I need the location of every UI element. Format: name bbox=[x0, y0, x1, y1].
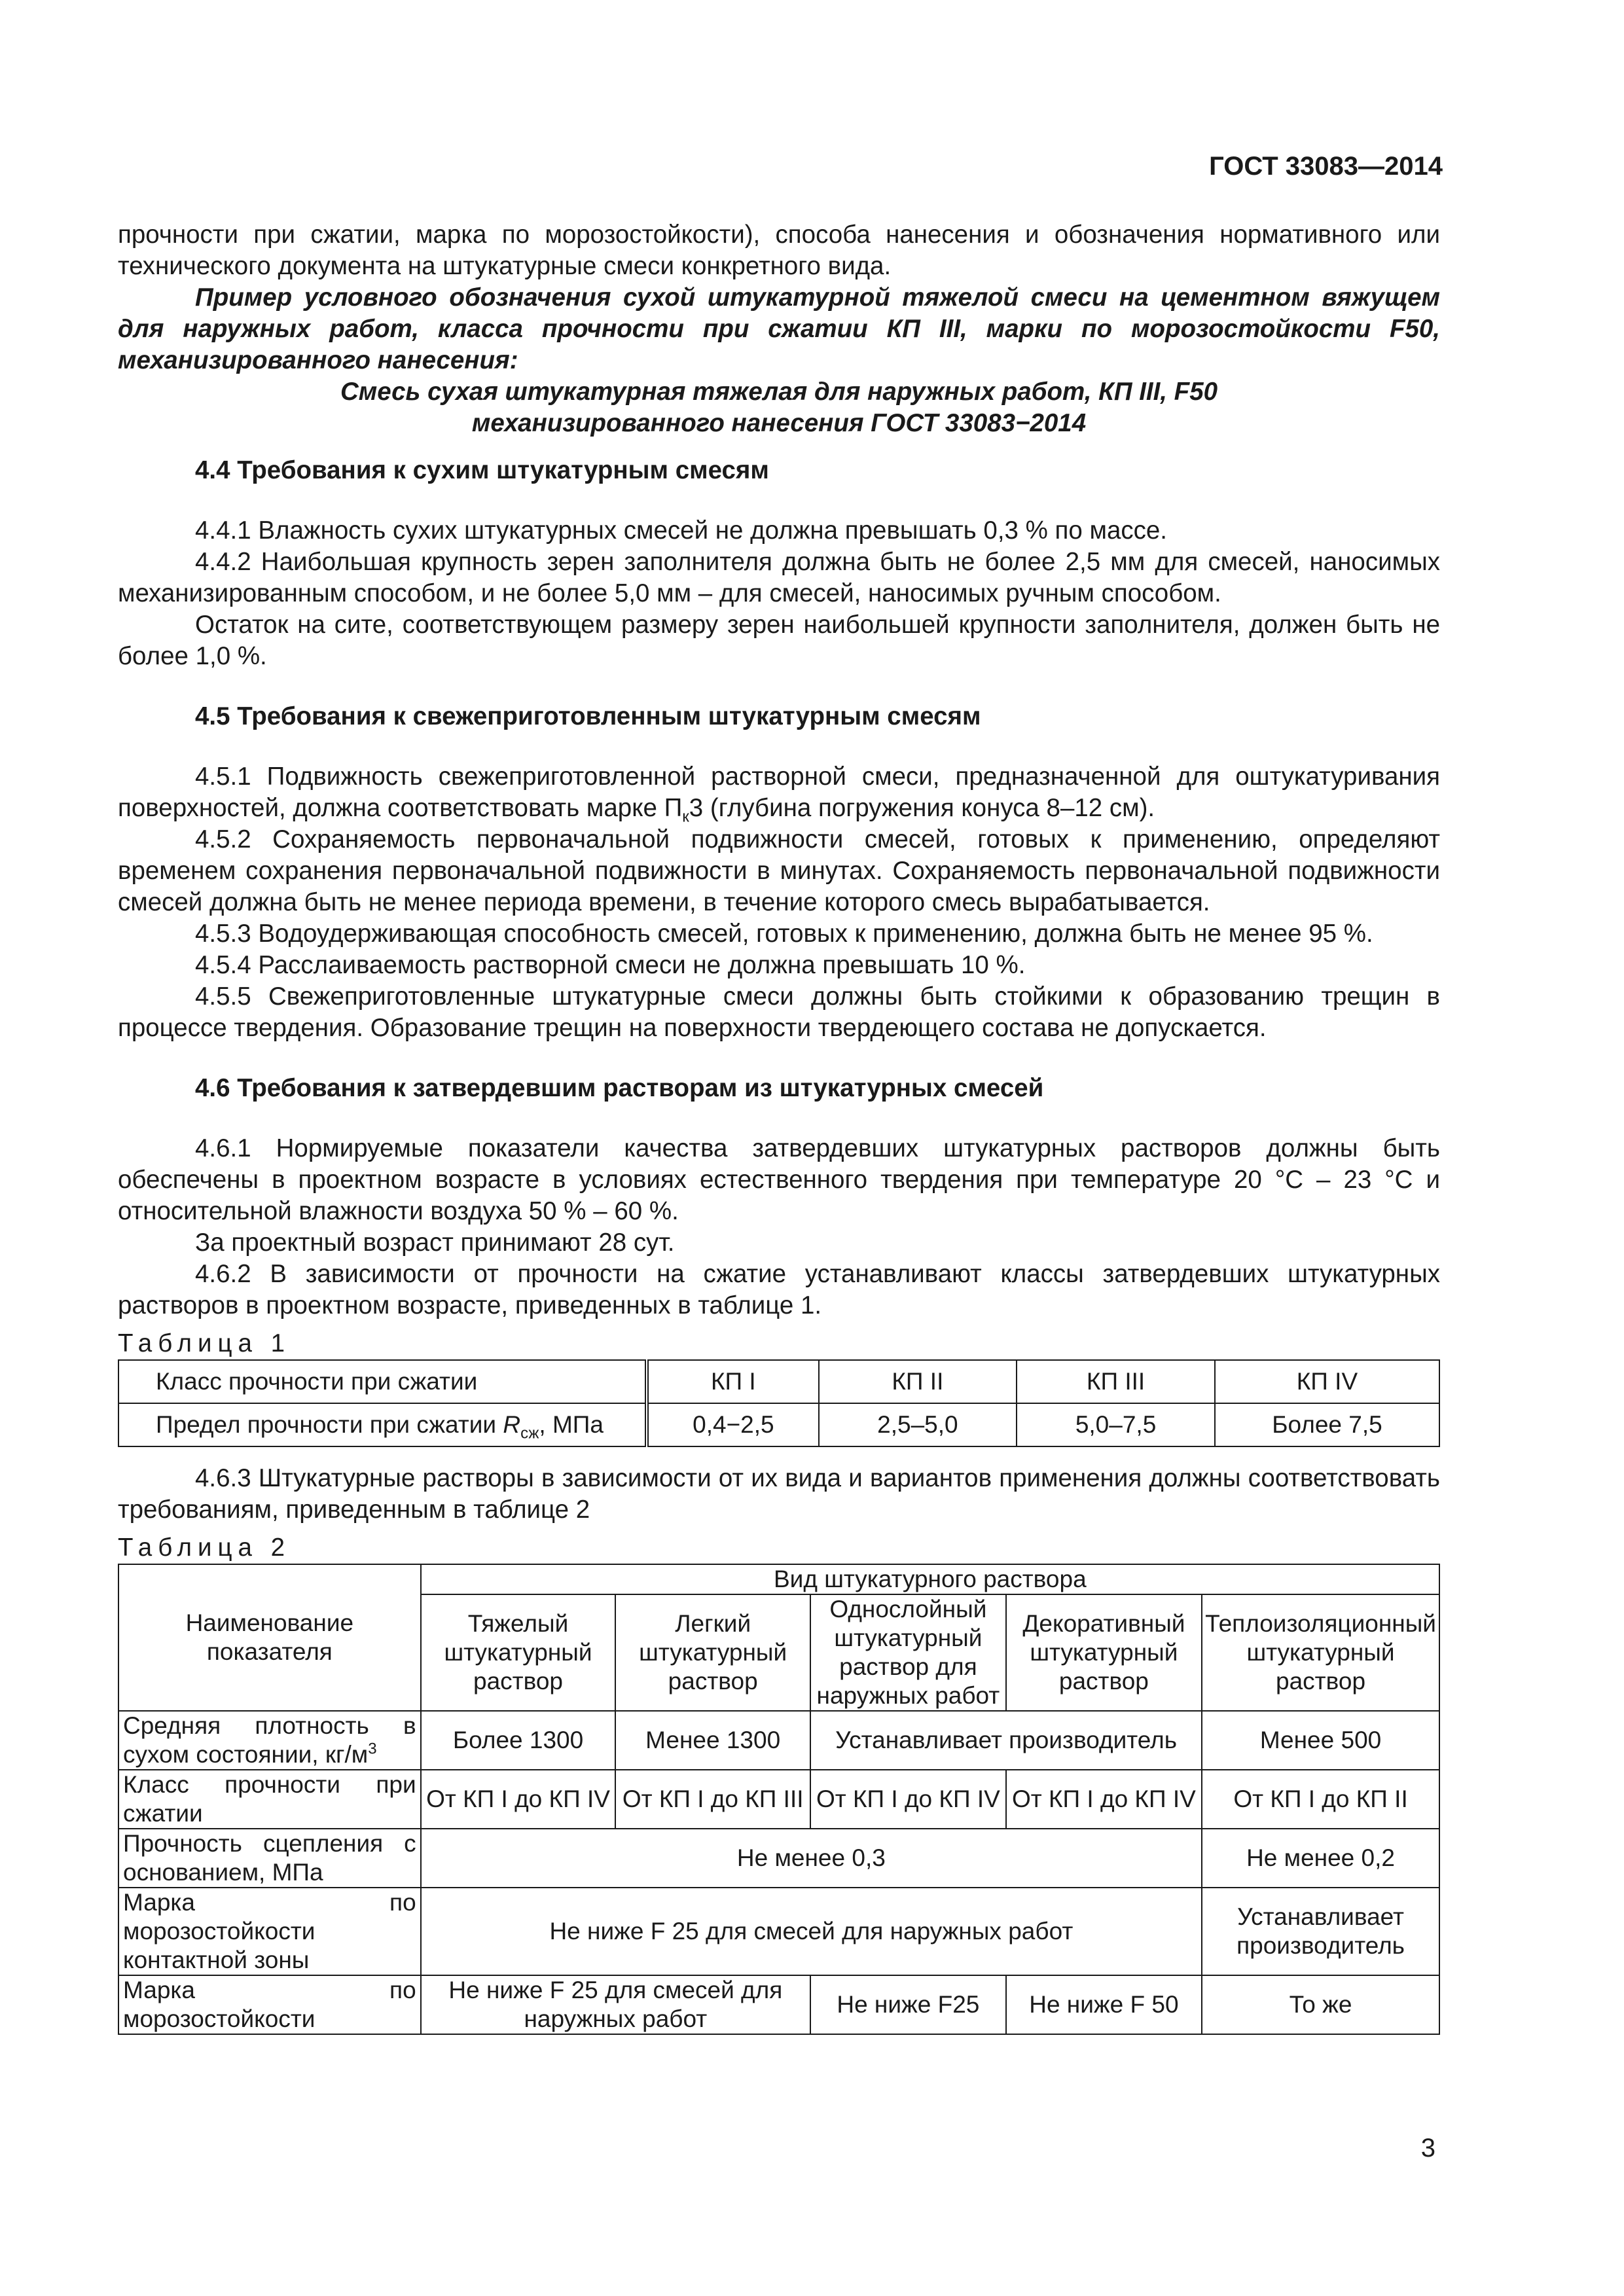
symbol: R bbox=[503, 1411, 521, 1438]
table-cell: Не ниже F 25 для смесей для наружных работ bbox=[421, 1975, 810, 2034]
page-content bbox=[118, 219, 1440, 2035]
table-cell: От КП I до КП IV bbox=[1006, 1770, 1202, 1829]
paragraph: 4.5.5 Свежеприготовленные штукатурные смеси должны быть стойкими к образованию трещин в процессе твердения. Образование трещин на поверхности твердеющего состава не допускается. bbox=[118, 982, 1440, 1042]
paragraph: 4.6.3 Штукатурные растворы в зависимости от их вида и вариантов применения должны соответствовать требованиям, приведенным в таблице 2 bbox=[118, 1464, 1440, 1524]
table-row bbox=[118, 1829, 1439, 1888]
row-label: Класс прочности при сжатии bbox=[118, 1770, 421, 1829]
row-label: Прочность сцепления с основанием, МПа bbox=[118, 1829, 421, 1888]
paragraph: За проектный возраст принимают 28 сут. bbox=[195, 1229, 675, 1257]
table-cell: От КП I до КП II bbox=[1202, 1770, 1439, 1829]
row-label bbox=[118, 1711, 421, 1770]
paragraph: 4.5.3 Водоудерживающая способность смесей, готовых к применению, должна быть не менее 95 %. bbox=[195, 920, 1373, 948]
table-cell: От КП I до КП III bbox=[615, 1770, 810, 1829]
row-label bbox=[118, 1403, 647, 1446]
paragraph: 4.4.2 Наибольшая крупность зерен заполнителя должна быть не более 2,5 мм для смесей, наносимых механизированным способом, и не более 5,0 мм – для смесей, наносимых ручным способом. bbox=[118, 548, 1440, 607]
table-cell: КП III bbox=[1017, 1360, 1215, 1403]
table-cell: От КП I до КП IV bbox=[421, 1770, 616, 1829]
example-label: Пример условного обозначения сухой штукатурной тяжелой смеси на цементном вяжущем для наружных работ, класса прочности при сжатии КП III, марки по морозостойкости F50, механизированного нанесения: bbox=[118, 283, 1440, 374]
table-cell: 5,0–7,5 bbox=[1017, 1403, 1215, 1446]
section-heading: 4.4 Требования к сухим штукатурным смесям bbox=[195, 456, 769, 484]
group-header: Вид штукатурного раствора bbox=[421, 1564, 1439, 1594]
table-cell: От КП I до КП IV bbox=[810, 1770, 1006, 1829]
paragraph: 4.6.1 Нормируемые показатели качества затвердевших штукатурных растворов должны быть обеспечены в проектном возрасте в условиях естественного твердения при температуре 20 °С – 23 °С и относительной влажности воздуха 50 % – 60 %. bbox=[118, 1134, 1440, 1225]
row-label: Класс прочности при сжатии bbox=[118, 1360, 647, 1403]
section-heading: 4.5 Требования к свежеприготовленным штукатурным смесям bbox=[195, 702, 981, 730]
row-label: Марка по морозостойкости bbox=[118, 1975, 421, 2034]
strength-class-table bbox=[118, 1359, 1440, 1447]
example-line: Смесь сухая штукатурная тяжелая для наружных работ, КП III, F50 bbox=[340, 378, 1218, 406]
text-run: 3 (глубина погружения конуса 8–12 см). bbox=[689, 794, 1155, 822]
table-cell: Менее 1300 bbox=[615, 1711, 810, 1770]
column-header: Декоративный штукатурный раствор bbox=[1006, 1594, 1202, 1711]
table-cell: Не менее 0,3 bbox=[421, 1829, 1202, 1888]
table-cell: 0,4−2,5 bbox=[647, 1403, 818, 1446]
table-header-row bbox=[118, 1564, 1439, 1594]
document-id: ГОСТ 33083—2014 bbox=[1209, 152, 1443, 181]
column-header: Тяжелый штукатурный раствор bbox=[421, 1594, 616, 1711]
subscript: к bbox=[682, 808, 689, 826]
table-cell: Менее 500 bbox=[1202, 1711, 1439, 1770]
table-cell: Устанавливает производитель bbox=[1202, 1888, 1439, 1975]
subscript: сж bbox=[520, 1424, 539, 1443]
example-line: механизированного нанесения ГОСТ 33083−2014 bbox=[471, 409, 1087, 437]
text-run: , МПа bbox=[539, 1411, 604, 1438]
table-cell: То же bbox=[1202, 1975, 1439, 2034]
paragraph: 4.5.4 Расслаиваемость растворной смеси не должна превышать 10 %. bbox=[195, 951, 1026, 979]
table-cell: 2,5–5,0 bbox=[819, 1403, 1017, 1446]
table-cell: КП I bbox=[647, 1360, 818, 1403]
section-heading: 4.6 Требования к затвердевшим растворам из штукатурных смесей bbox=[195, 1074, 1044, 1102]
paragraph: 4.6.2 В зависимости от прочности на сжатие устанавливают классы затвердевших штукатурных растворов в проектном возрасте, приведенных в таблице 1. bbox=[118, 1260, 1440, 1319]
paragraph: 4.4.1 Влажность сухих штукатурных смесей не должна превышать 0,3 % по массе. bbox=[195, 516, 1167, 545]
text-run: Средняя плотность в сухом состоянии, кг/м bbox=[123, 1712, 416, 1768]
table-caption: Таблица 1 bbox=[118, 1329, 291, 1357]
text-run: Предел прочности при сжатии bbox=[156, 1411, 503, 1438]
table-cell: Не менее 0,2 bbox=[1202, 1829, 1439, 1888]
superscript: 3 bbox=[368, 1740, 377, 1758]
table-caption: Таблица 2 bbox=[118, 1534, 291, 1562]
table-row bbox=[118, 1888, 1439, 1975]
column-header: Теплоизоляционный штукатурный раствор bbox=[1202, 1594, 1439, 1711]
table-cell: Не ниже F25 bbox=[810, 1975, 1006, 2034]
table-cell: Более 7,5 bbox=[1215, 1403, 1439, 1446]
table-cell: КП II bbox=[819, 1360, 1017, 1403]
table-row bbox=[118, 1770, 1439, 1829]
paragraph bbox=[118, 761, 1440, 824]
page-number: 3 bbox=[1420, 2134, 1435, 2162]
table-row bbox=[118, 1711, 1439, 1770]
column-header: Однослойный штукатурный раствор для наружных работ bbox=[810, 1594, 1006, 1711]
table-cell: Не ниже F 50 bbox=[1006, 1975, 1202, 2034]
column-header: Наименование показателя bbox=[118, 1564, 421, 1711]
table-cell: Более 1300 bbox=[421, 1711, 616, 1770]
table-cell: Устанавливает производитель bbox=[810, 1711, 1202, 1770]
mortar-requirements-table bbox=[118, 1564, 1440, 2035]
table-row bbox=[118, 1360, 1439, 1403]
paragraph: Остаток на сите, соответствующем размеру зерен наибольшей крупности заполнителя, должен быть не более 1,0 %. bbox=[118, 611, 1440, 670]
paragraph: 4.5.2 Сохраняемость первоначальной подвижности смесей, готовых к применению, определяют временем сохранения первоначальной подвижности в минутах. Сохраняемость первоначальной подвижности смесей должна быть не менее периода времени, в течение которого смесь вырабатывается. bbox=[118, 825, 1440, 916]
text-run: 4.5.1 Подвижность свежеприготовленной растворной смеси, предназначенной для оштукатуривания поверхностей, должна соответствовать марке П bbox=[118, 762, 1440, 822]
table-row bbox=[118, 1403, 1439, 1446]
table-cell: КП IV bbox=[1215, 1360, 1439, 1403]
row-label: Марка по морозостойкости контактной зоны bbox=[118, 1888, 421, 1975]
table-cell: Не ниже F 25 для смесей для наружных работ bbox=[421, 1888, 1202, 1975]
paragraph: прочности при сжатии, марка по морозостойкости), способа нанесения и обозначения нормативного или технического документа на штукатурные смеси конкретного вида. bbox=[118, 221, 1440, 280]
column-header: Легкий штукатурный раствор bbox=[615, 1594, 810, 1711]
table-row bbox=[118, 1975, 1439, 2034]
